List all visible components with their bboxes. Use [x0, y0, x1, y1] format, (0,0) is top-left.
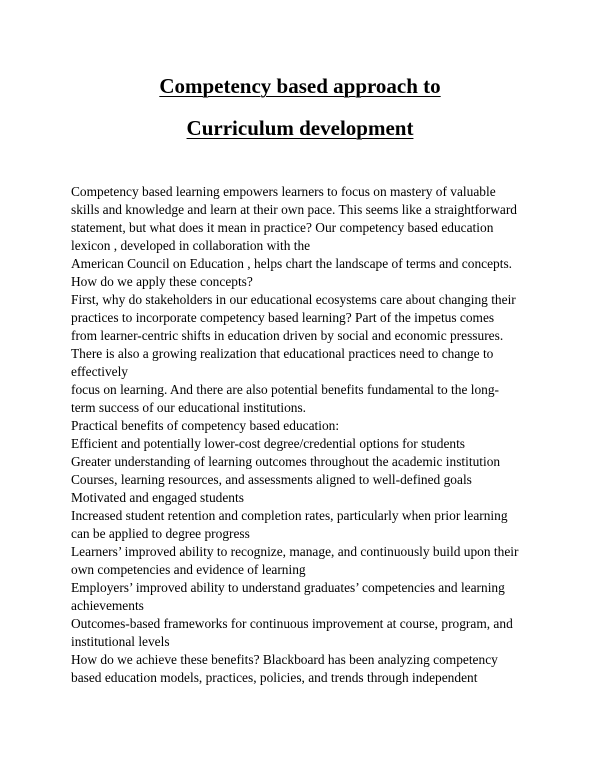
body-line: focus on learning. And there are also potential benefits fundamental to the long- [71, 382, 499, 397]
body-line: own competencies and evidence of learning [71, 562, 306, 577]
body-line: American Council on Education , helps chart the landscape of terms and concepts. [71, 256, 513, 271]
document-body [71, 183, 541, 687]
body-line: First, why do stakeholders in our educational ecosystems care about changing their [71, 292, 516, 307]
body-line: achievements [71, 598, 144, 613]
body-line: Motivated and engaged students [71, 490, 244, 505]
body-line: Increased student retention and completion rates, particularly when prior learning [71, 508, 508, 523]
body-line: Courses, learning resources, and assessments aligned to well-defined goals [71, 472, 472, 487]
body-line: statement, but what does it mean in practice? Our competency based education [71, 220, 494, 235]
body-line: How do we apply these concepts? [71, 274, 253, 289]
body-line: There is also a growing realization that educational practices need to change to [71, 346, 494, 361]
body-line: from learner-centric shifts in education driven by social and economic pressures. [71, 328, 504, 343]
body-line: Practical benefits of competency based education: [71, 418, 340, 433]
document-title-line-2: Curriculum development [186, 116, 414, 140]
body-line: institutional levels [71, 634, 170, 649]
body-line: Employers’ improved ability to understand graduates’ competencies and learning [71, 580, 505, 595]
body-line: lexicon , developed in collaboration with the [71, 238, 311, 253]
body-line: Efficient and potentially lower-cost degree/credential options for students [71, 436, 466, 451]
document-title-line-1: Competency based approach to [159, 74, 441, 98]
body-line: effectively [71, 364, 129, 379]
body-line: term success of our educational institutions. [71, 400, 307, 415]
body-line: can be applied to degree progress [71, 526, 250, 541]
body-line: Outcomes-based frameworks for continuous improvement at course, program, and [71, 616, 513, 631]
body-line: Greater understanding of learning outcomes throughout the academic institution [71, 454, 501, 469]
body-line: skills and knowledge and learn at their own pace. This seems like a straightforward [71, 202, 517, 217]
body-line: How do we achieve these benefits? Blackboard has been analyzing competency [71, 652, 498, 667]
body-line: based education models, practices, policies, and trends through independent [71, 670, 478, 685]
body-line: practices to incorporate competency based learning? Part of the impetus comes [71, 310, 495, 325]
body-line: Competency based learning empowers learners to focus on mastery of valuable [71, 184, 496, 199]
body-line: Learners’ improved ability to recognize, manage, and continuously build upon their [71, 544, 519, 559]
